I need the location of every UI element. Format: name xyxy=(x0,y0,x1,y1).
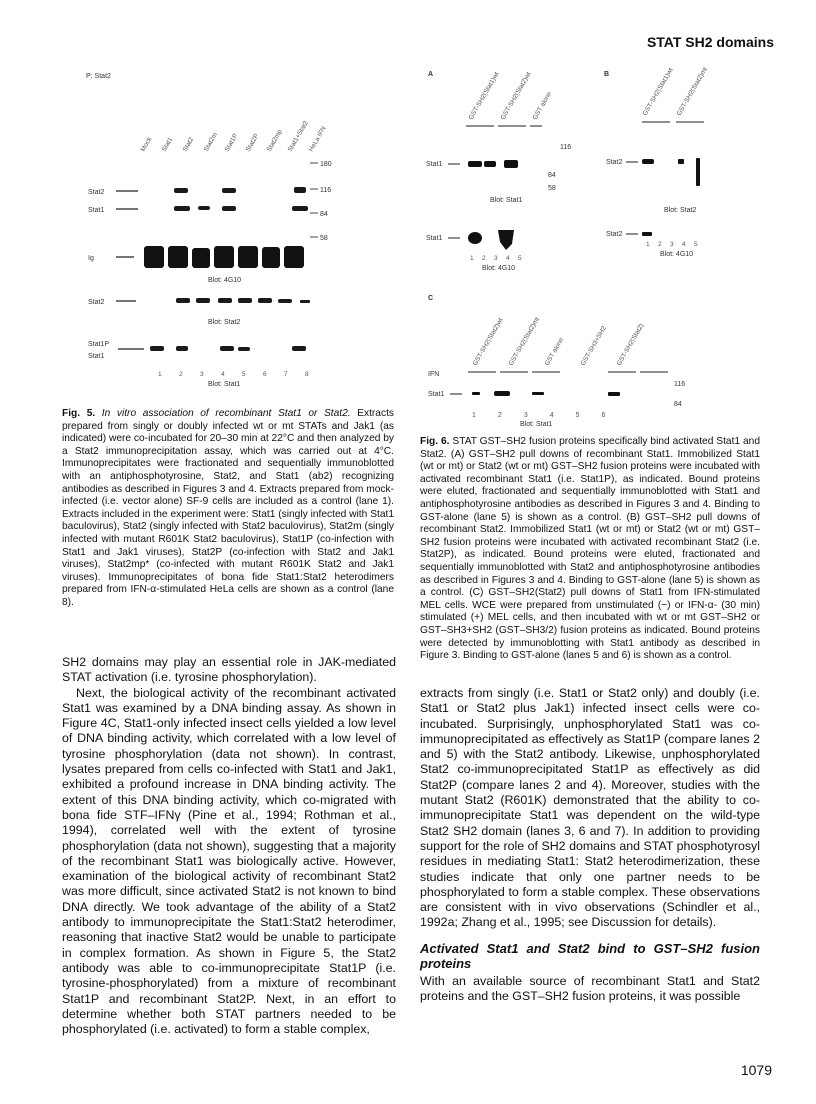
fig6c-row-stat1: Stat1 xyxy=(428,391,445,398)
fig6-caption-text: STAT GST–SH2 fusion proteins specifically bind activated Stat1 and Stat2. (A) GST–SH2 pull downs of recombinant Stat1. Immobilized Stat1 (wt or mt) or Stat2 (wt or mt) GST–SH2 fusion proteins were incubated with activated recombinant Stat1 (i.e. Stat1P), as indicated. Bound proteins were eluted, fractionated and sequentially immunoblotted with Stat1 and antiphosphotyrosine antibodies as described in Figures 3 and 4. Binding to GST-alone (lane 5) is shown as a control. (B) GST–SH2 pull downs of recombinant Stat2. Immobilized Stat1 (wt or mt) or Stat2 (wt or mt) GST–SH2 fusion proteins were incubated with activated recombinant Stat2 (i.e. Stat2P), as indicated. Bound proteins were eluted, fractionated and sequentially immunoblotted with Stat2 and antiphosphotyrosine antibodies as described in Figures 3 and 4. Binding to GST-alone (lane 5) is shown as a control. (C) GST–SH2(Stat2) pull downs of Stat1 from IFN-stimulated MEL cells. WCE were prepared from unstimulated (−) or IFN-α- (30 min) stimulated (+) MEL cells, and then incubated with wt or mt GST–SH2 or GST–SH3+SH2 (GST–SH3/2) fusion proteins as indicated. Bound proteins were detected by immunoblotting with Stat1 antibody as described in Figure 3. Binding to GST-alone (lanes 5 and 6) is shown as a control. xyxy=(420,436,760,662)
fig5-blot-4g10: Blot: 4G10 xyxy=(208,277,242,284)
fig5-row-ig: Ig xyxy=(88,255,94,262)
fig5-blot-stat1: Blot: Stat1 xyxy=(208,381,241,388)
fig6c-blot-stat1: Blot: Stat1 xyxy=(520,421,553,428)
fig5-lane-number: 1 xyxy=(158,371,162,378)
fig5-caption-text: Extracts prepared from singly or doubly infected wt or mt STATs and Jak1 (as indicated) were co-incubated for 20–30 min at 22°C and then analyzed by a Stat2 immunoprecipitation assay, which was carried out at 4°C. Immunoprecipitates were fractionated and sequentially immunoblotted with an antiphosphotyrosine, Stat2, and Stat1 (ab2) recognizing antibodies as described in Figures 3 and 4. Extracts prepared from mock-infected (i.e. vector alone) SF-9 cells are included as a control (lane 1). Extracts included in the experiment were: Stat1 (singly infected with Stat1 baculovirus), Stat2 (singly infected with Stat2 baculovirus), Stat2m (singly infected with mutant R601K Stat2 baculovirus), Stat1P (co-infection with Stat1 and Jak1 viruses), Stat2P (co-infection with Stat2 and Jak1 viruses), Stat2mp* (co-infected with mutant R601K Stat2 and Jak1 viruses). Immunoprecipitates of bona fide Stat1:Stat2 heterodimers prepared from IFN-α-stimulated HeLa cells are shown as a control (lane 8). xyxy=(62,408,394,608)
fig6a-blot-4g10: Blot: 4G10 xyxy=(482,265,516,272)
fig6a-lane-number: 5 xyxy=(518,255,522,262)
fig5-lane-number: 3 xyxy=(200,371,204,378)
fig6a-col-label: GST-SH2(Stat2)wt xyxy=(499,70,533,121)
fig6b-lane-number: 5 xyxy=(694,241,698,248)
figure-6-caption xyxy=(420,436,760,663)
fig5-lane-number: 2 xyxy=(179,371,183,378)
page-number: 1079 xyxy=(740,1062,772,1078)
fig6a-col-label: GST-SH2(Stat1)wt xyxy=(467,70,501,121)
fig6c-mw-84: 84 xyxy=(674,401,682,408)
fig6c-lane-number: 5 xyxy=(575,412,580,419)
fig6b-row-stat2-b: Stat2 xyxy=(606,231,623,238)
fig6a-row-stat1-b: Stat1 xyxy=(426,235,443,242)
mw-marker-180: 180 xyxy=(320,161,332,168)
fig6b-col-label: GST-SH2(Stat2)mt xyxy=(675,66,710,117)
mw-marker-84: 84 xyxy=(320,211,328,218)
fig5-blot-stat2: Blot: Stat2 xyxy=(208,319,241,326)
fig5-row-stat2-b: Stat2 xyxy=(88,299,105,306)
fig5-col-label: Mock xyxy=(139,136,154,153)
fig5-col-label: Stat2P xyxy=(244,132,261,153)
fig5-row-stat2-a: Stat2 xyxy=(88,189,105,196)
fig6c-col-label: GST alone xyxy=(543,336,566,367)
fig6c-col-label: GST-SH2(Stat2)wt xyxy=(471,316,505,367)
fig6c-lane-number: 4 xyxy=(549,412,554,419)
fig6b-lane-number: 2 xyxy=(658,241,662,248)
fig5-col-label: HeLa IFN xyxy=(307,125,328,153)
fig5-lane-number: 6 xyxy=(263,371,267,378)
fig6b-row-stat2: Stat2 xyxy=(606,159,623,166)
fig6-panel-c: C xyxy=(428,295,434,302)
fig5-col-label: Stat2mp xyxy=(265,128,284,153)
fig6a-row-stat1: Stat1 xyxy=(426,161,443,168)
fig6a-blot-stat1: Blot: Stat1 xyxy=(490,197,523,204)
figure-6-blot xyxy=(420,64,760,414)
fig5-lane-number: 7 xyxy=(284,371,288,378)
fig6-panel-a: A xyxy=(428,71,434,78)
left-paragraph-2: Next, the biological activity of the recombinant activated Stat1 was examined by a DNA binding assay. As shown in Figure 4C, Stat1-only infected insect cells yielded a low level of DNA binding activity, which correlated with a low level of tyrosine phosphorylation (data not shown). In contrast, lysates prepared from cells co-infected with Stat1 and Jak1, exhibited a profound increase in DNA binding activity. The extent of this DNA binding activity, which co-migrated with bona fide STF–IFNγ (Pine et al., 1994; Rothman et al., 1994), correlated well with the extent of tyrosine phosphorylation (data not shown), suggesting that a majority of the recombinant Stat1 was biologically active. However, examination of the biological activity of recombinant Stat2 was more difficult, since activated Stat2 is not known to bind DNA directly. We took advantage of the ability of a Stat2 antibody to immunoprecipitate the Stat1:Stat2 heterodimer, reasoning that inactive Stat2 would be unable to participate in complex formation. As shown in Figure 5, the Stat2 antibody was able to co-immunoprecipitate Stat1P (i.e. tyrosine-phosphorylated) from a mixture of recombinant Stat1P and recombinant Stat2P. Next, in an effort to determine whether both STAT partners needed to be phosphorylated (i.e. activated) to form a stable complex, xyxy=(62,685,396,1037)
fig6-label: Fig. 6. xyxy=(420,436,450,447)
figure-5-caption xyxy=(62,408,394,610)
fig6c-lane-number: 1 xyxy=(472,412,476,419)
fig5-row-stat1-b: Stat1 xyxy=(88,353,105,360)
fig6c-lane-number: 6 xyxy=(601,412,606,419)
fig5-panel-label: P: Stat2 xyxy=(86,73,111,80)
fig6a-mw-58: 58 xyxy=(548,185,556,192)
left-paragraph-1: SH2 domains may play an essential role in JAK-mediated STAT activation (i.e. tyrosine phosphorylation). xyxy=(62,655,396,685)
fig6b-blot-4g10: Blot: 4G10 xyxy=(660,251,694,258)
fig6a-col-label: GST alone xyxy=(531,90,554,121)
fig6b-blot-stat2: Blot: Stat2 xyxy=(664,207,697,214)
fig5-row-stat1p: Stat1P xyxy=(88,341,110,348)
fig6b-lane-number: 3 xyxy=(670,241,674,248)
fig6c-col-label: GST-SH3+SH2 xyxy=(579,325,608,367)
fig5-lane-number: 5 xyxy=(242,371,246,378)
fig6b-col-label: GST-SH2(Stat1)wt xyxy=(641,66,675,117)
right-paragraph-1: extracts from singly (i.e. Stat1 or Stat2 only) and doubly (i.e. Stat1 or Stat2 plus Jak1) infected insect cells were co-incubated. Surprisingly, unphosphorylated Stat1 was co-immunoprecipitated as effectively as Stat1P (compare lanes 2 and 5) with the Stat2 antibody. Likewise, unphosphorylated Stat2 co-immunoprecipitated Stat1P as effectively as did Stat2P (compare lanes 2 and 4). Moreover, studies with the mutant Stat2 (R601K) demonstrated that the ability to co-immunoprecipitate Stat1 was dependent on the wild-type Stat2 SH2 domain (lanes 3, 6 and 7). In addition to providing support for the role of SH2 domains and STAT phosphotyrosyl residues in mediating Stat1: Stat2 heterodimerization, these studies indicate that only one partner needs to be phosphorylated to form a stable complex. These observations are consistent with in vivo observations (Schindler et al., 1992a; Zhang et al., 1995; see Discussion for details). xyxy=(420,686,760,930)
right-column-text xyxy=(420,686,760,1004)
fig6-panel-b: B xyxy=(604,71,610,78)
fig6a-mw-116: 116 xyxy=(560,144,572,151)
mw-marker-116: 116 xyxy=(320,187,332,194)
fig5-lane-number: 8 xyxy=(305,371,309,378)
fig5-col-label: Stat1 xyxy=(160,136,175,153)
fig5-label: Fig. 5. xyxy=(62,408,96,419)
fig6b-lane-number: 4 xyxy=(682,241,686,248)
running-header: STAT SH2 domains xyxy=(646,34,774,50)
fig6a-lane-number: 3 xyxy=(494,255,498,262)
fig6b-lane-number: 1 xyxy=(646,241,650,248)
section-heading: Activated Stat1 and Stat2 bind to GST–SH2 fusion proteins xyxy=(420,940,760,972)
fig6c-mw-116: 116 xyxy=(674,381,686,388)
left-column-text xyxy=(62,655,396,1037)
figure-5-blot xyxy=(78,64,382,396)
fig6c-ifn: IFN xyxy=(428,371,440,378)
fig5-col-label: Stat1+Stat2 xyxy=(286,119,310,153)
fig6c-col-label: GST-SH2(Stat2)mt xyxy=(507,316,542,367)
fig5-title: In vitro association of recombinant Stat1 or Stat2. xyxy=(101,408,351,419)
fig5-col-label: Stat2m xyxy=(202,131,220,153)
fig6c-lane-number: 3 xyxy=(523,412,528,419)
fig6a-lane-number: 2 xyxy=(482,255,486,262)
right-paragraph-2: With an available source of recombinant Stat1 and Stat2 proteins and the GST–SH2 fusion proteins, it was possible xyxy=(420,973,760,1004)
fig5-row-stat1-a: Stat1 xyxy=(88,207,105,214)
fig6a-lane-number: 4 xyxy=(506,255,510,262)
fig5-lane-number: 4 xyxy=(221,371,225,378)
mw-marker-58: 58 xyxy=(320,235,328,242)
fig5-col-label: Stat1P xyxy=(223,132,240,153)
fig6a-lane-number: 1 xyxy=(470,255,474,262)
fig6c-lane-row xyxy=(472,412,712,419)
fig6a-mw-84: 84 xyxy=(548,172,556,179)
fig6c-lane-number: 2 xyxy=(497,412,502,419)
fig6c-col-label: GST-SH2(Stat2) xyxy=(615,322,646,367)
fig5-col-label: Stat2 xyxy=(181,136,196,153)
